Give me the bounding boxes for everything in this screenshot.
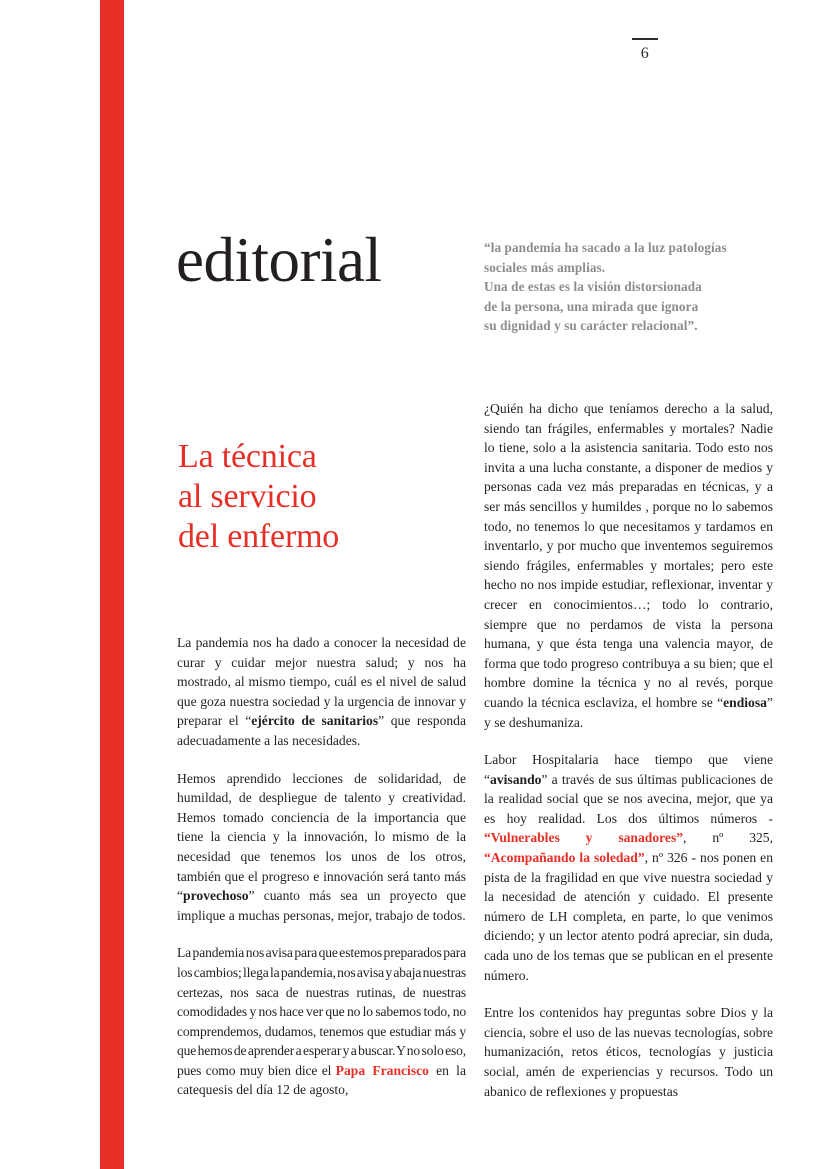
paragraph-left-2-text-b: ” cuanto más sea un proyecto que implique a muchas personas, mejor, trabajo de todos. [177,888,466,923]
article-title-line-3: del enfermo [178,518,340,555]
issue-title-acompanando-la-soledad: “Acompañando la soledad” [484,850,645,866]
paragraph-right-3-text: Entre los contenidos hay preguntas sobre Dios y la ciencia, sobre el uso de las nuevas tecnologías, sobre humanización, retos éticos, tecnologías y justicia social, amén de experiencias y recursos. Todo un abanico de reflexiones y propuestas [484,1005,773,1099]
highlight-papa-francisco: Papa Francisco [335,1062,429,1078]
article-title-line-1: La técnica [178,438,317,475]
paragraph-right-1-text: ¿Quién ha dicho que teníamos derecho a la salud, siendo tan frágiles, enfermables y mortales? Nadie lo tiene, solo a la asistencia sanitaria. Todo esto nos invita a una lucha constante, a disponer de medios y personas cada vez más preparadas en técnicas, y a ser más sencillos y humildes , porque no lo sabemos todo, no tenemos lo que necesitamos y tardamos en inventarlo, y por mucho que inventemos seguiremos siendo frágiles, enfermables y mortales; pero este hecho no nos impide estudiar, reflexionar, inventar y crecer en conocimientos…; todo lo contrario, siempre que no perdamos de vista la persona humana, y que ésta tenga una valencia mayor, de forma que todo progreso contribuya a su bien; que el hombre domine la técnica y no al revés, porque cuando la técnica esclaviza, el hombre se “ [484,401,773,710]
body-column-right [484,399,773,1101]
pull-quote [484,238,776,336]
pull-quote-line-4: de la persona, una mirada que ignora [484,298,699,314]
article-title [178,437,478,557]
paragraph-right-2-text-b: ” a través de sus últimas publicaciones de la realidad social que se nos avecina, mejor, que ya es hoy realidad. Los dos últimos números - [484,771,773,826]
pull-quote-line-1: “la pandemia ha sacado a la luz patologías [484,240,727,255]
issue-title-vulnerables-y-sanadores: “Vulnerables y sanadores” [484,830,684,846]
folio [612,38,678,62]
emphasis-ejercito-de-sanitarios: ejército de sanitarios [251,713,379,729]
emphasis-provechoso: provechoso [183,888,249,904]
left-accent-bar [100,0,124,1169]
paragraph-left-1-text-a: La pandemia nos ha dado a conocer la necesidad de curar y cuidar mejor nuestra salud; y nos ha mostrado, al mismo tiempo, cuál es el nivel de salud que goza nuestra sociedad y la urgencia de innovar y preparar el “ [177,635,466,729]
page-number: 6 [640,45,650,62]
paragraph-right-3 [484,1003,773,1101]
paragraph-right-2 [484,750,773,985]
paragraph-left-2-text-a: Hemos aprendido lecciones de solidaridad, de humildad, de despliegue de talento y creatividad. Hemos tomado conciencia de la importancia que tiene la ciencia y la innovación, lo mismo de la necesidad que tenemos los unos de los otros, también que el progreso e innovación será tanto más “ [177,770,466,904]
paragraph-right-1-text-end: ” y se deshumaniza. [484,694,773,730]
pull-quote-line-3: Una de estas es la visión distorsionada [484,279,702,295]
emphasis-avisando: avisando [490,771,542,787]
paragraph-left-3-text-a: La pandemia nos avisa para que estemos preparados para los cambios; llega la pandemia, nos avisa y abaja nuestras certezas, nos saca de nuestras rutinas, de nuestras comodidades y nos hace ver que no lo sabemos todo, no comprendemos, dudamos, tenemos que estudiar más y que hemos de aprender a esperar y a buscar. Y no solo eso, pues como muy bien dice el [177,945,466,1078]
paragraph-right-2-text-d: , nº 326 - nos ponen en pista de la fragilidad en que vive nuestra sociedad y la necesidad de atención y cuidado. El presente número de LH completa, en parte, lo que venimos diciendo; y un lector atento podrá apreciar, sin duda, cada uno de los temas que se publican en el presente número. [484,850,773,983]
pull-quote-line-5: su dignidad y su carácter relacional”. [484,318,698,334]
paragraph-right-2-text-c: , nº 325, [683,830,773,846]
paragraph-left-3-text-b: en la catequesis del día 12 de agosto, [177,1062,466,1098]
page-title: editorial [176,225,382,295]
paragraph-left-1-text-b: ” que responda adecuadamente a las necesidades. [177,713,466,748]
emphasis-endiosa: endiosa [723,694,767,710]
masthead [176,227,466,293]
paragraph-left-1 [177,633,466,751]
article-title-line-2: al servicio [178,478,317,515]
body-column-left [177,633,466,1100]
paragraph-right-2-text-a: Labor Hospitalaria hace tiempo que viene “ [484,752,773,787]
paragraph-left-2 [177,769,466,926]
paragraph-left-3 [177,943,466,1100]
paragraph-right-1 [484,399,773,732]
folio-rule [632,38,658,40]
pull-quote-line-2: sociales más amplias. [484,259,606,275]
